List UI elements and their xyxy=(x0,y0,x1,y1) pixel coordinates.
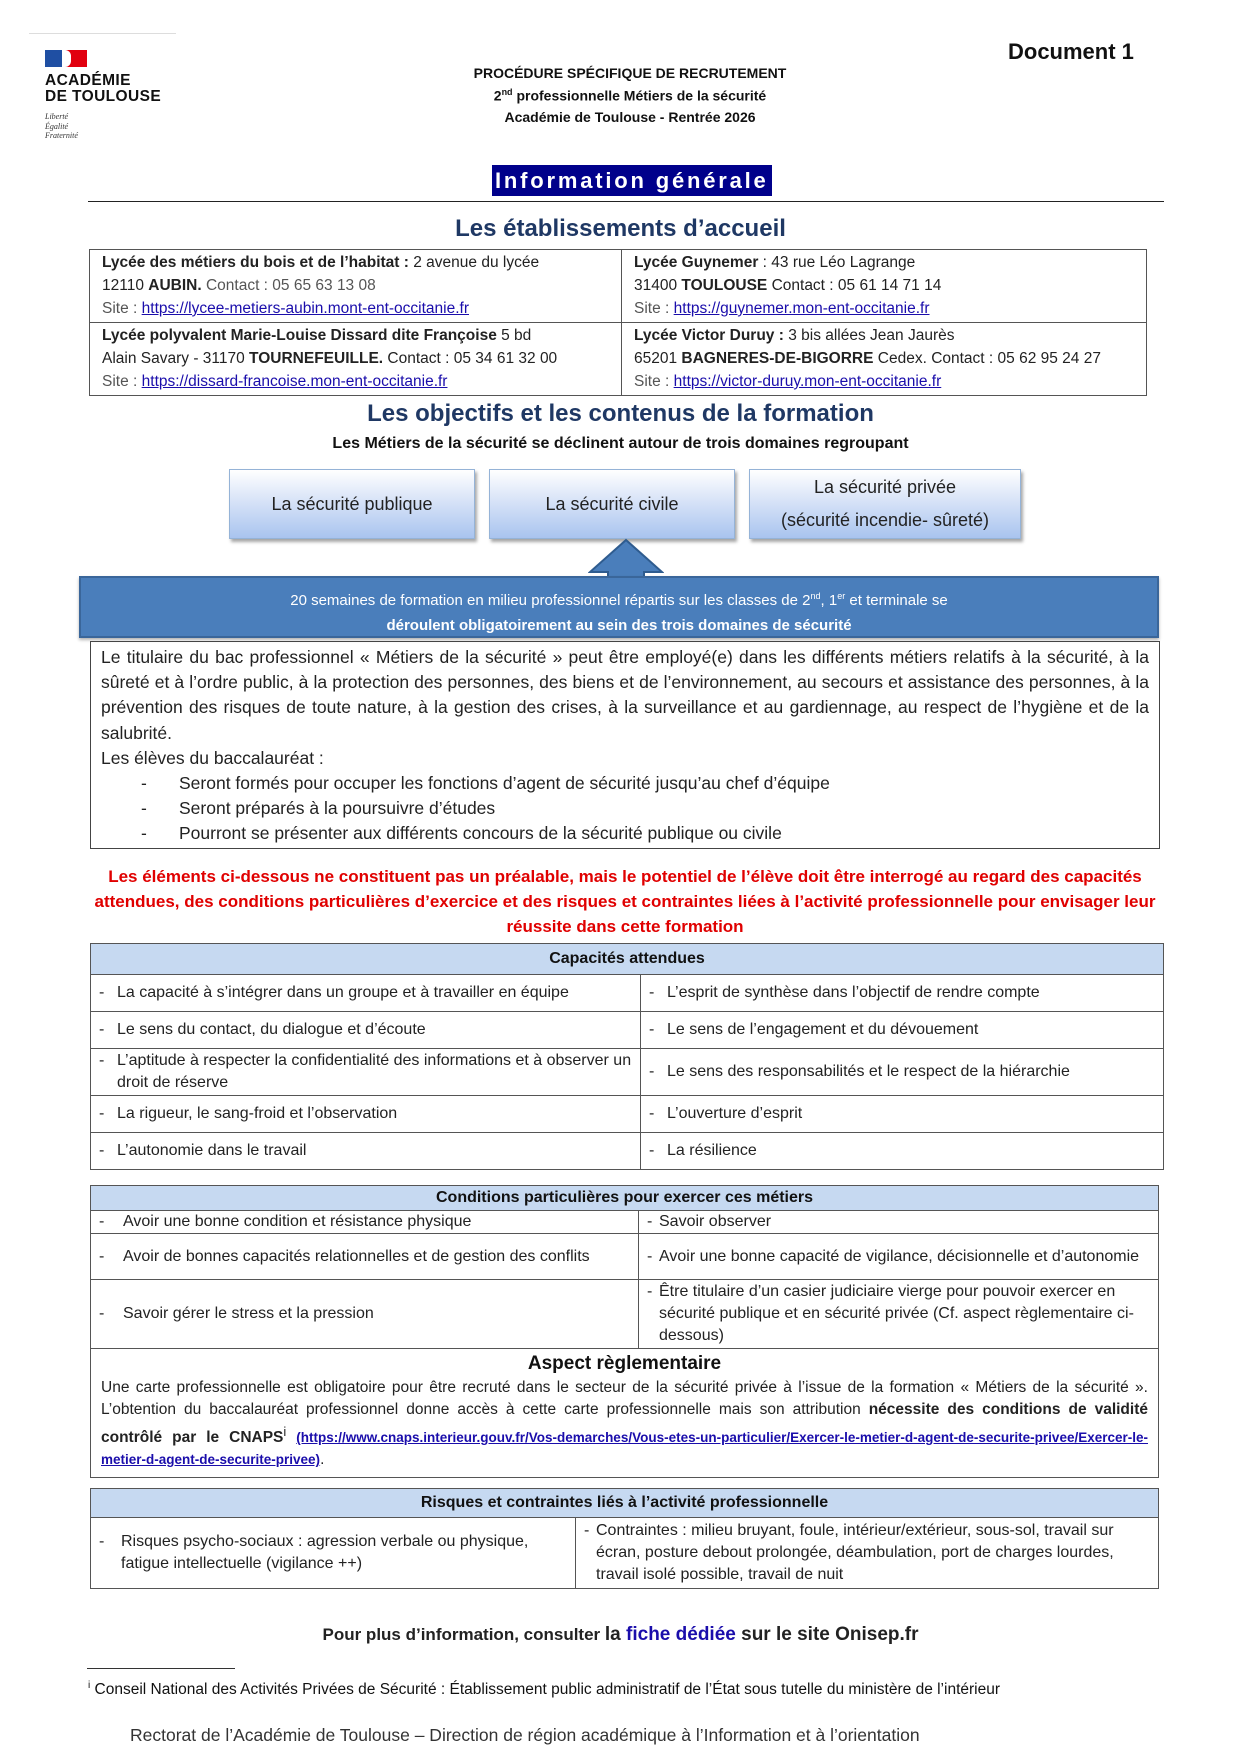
domain-label: La sécurité publique xyxy=(271,493,433,514)
internship-banner xyxy=(79,576,1159,638)
capacity-cell: - La rigueur, le sang-froid et l’observation xyxy=(91,1096,641,1133)
student-point: - Seront préparés à la poursuivre d’études xyxy=(101,796,1149,821)
risk-cell: - Risques psycho-sociaux : agression verbale ou physique, fatigue intellectuelle (vigilance ++) xyxy=(91,1518,576,1589)
establishment-name: Lycée des métiers du bois et de l’habitat : xyxy=(102,254,409,271)
constraint-text: Contraintes : milieu bruyant, foule, intérieur/extérieur, sous-sol, travail sur écran, posture debout prolongée, déambulation, port de charges lourdes, travail isolé possible, travail de nuit xyxy=(596,1522,1114,1583)
condition-cell: - Être titulaire d’un casier judiciaire vierge pour pouvoir exercer en sécurité publique et en sécurité privée (Cf. aspect règlementaire ci-dessous) xyxy=(639,1280,1159,1349)
domain-box-private xyxy=(749,469,1021,539)
capacity-text: Le sens de l’engagement et du dévouement xyxy=(667,1021,979,1038)
republic-flag-icon xyxy=(45,50,87,67)
page-footer: Rectorat de l’Académie de Toulouse – Direction de région académique à l’Information et à l’orientation xyxy=(130,1725,920,1745)
establishment-city: BAGNERES-DE-BIGORRE xyxy=(681,350,874,367)
establishment-address: : 43 rue Léo Lagrange xyxy=(758,254,916,271)
student-point-text: Seront formés pour occuper les fonctions d’agent de sécurité jusqu’au chef d’équipe xyxy=(179,773,830,794)
establishment-cell xyxy=(90,323,622,396)
footnote-text: Conseil National des Activités Privées de Sécurité : Établissement public administratif de l’État sous tutelle du ministère de l’intérieur xyxy=(90,1681,1001,1699)
establishment-contact: Contact : 05 61 14 71 14 xyxy=(767,277,942,294)
training-description-box xyxy=(90,641,1160,849)
establishment-postcode: Alain Savary - 31170 xyxy=(102,350,250,367)
condition-text: Être titulaire d’un casier judiciaire vierge pour pouvoir exercer en sécurité publique et en sécurité privée (Cf. aspect règlementaire ci-dessous) xyxy=(659,1283,1134,1344)
risks-table xyxy=(90,1488,1159,1589)
training-title: Les objectifs et les contenus de la formation xyxy=(367,400,874,427)
regulatory-aspect-title: Aspect règlementaire xyxy=(527,1353,722,1374)
capacity-cell: - L’ouverture d’esprit xyxy=(641,1096,1164,1133)
domain-box-public xyxy=(229,469,475,539)
condition-text: Savoir gérer le stress et la pression xyxy=(123,1305,374,1322)
domain-box-civil xyxy=(489,469,735,539)
regulatory-aspect-text xyxy=(91,1375,1158,1477)
condition-text: Avoir une bonne condition et résistance physique xyxy=(123,1213,472,1230)
site-label: Site : xyxy=(102,373,142,390)
establishment-postcode: 12110 xyxy=(102,277,149,294)
capacity-text: Le sens du contact, du dialogue et d’écoute xyxy=(117,1021,426,1038)
student-point: - Seront formés pour occuper les fonctions d’agent de sécurité jusqu’au chef d’équipe xyxy=(101,771,1149,796)
motto-egalite: Égalité xyxy=(45,121,69,131)
capacity-text: L’esprit de synthèse dans l’objectif de rendre compte xyxy=(667,984,1040,1001)
establishment-site-link[interactable]: https://guynemer.mon-ent-occitanie.fr xyxy=(673,300,930,317)
more-info-line xyxy=(0,1624,1241,1646)
academy-logo-text xyxy=(45,73,161,105)
establishments-table xyxy=(89,249,1147,396)
capacity-text: Le sens des responsabilités et le respect de la hiérarchie xyxy=(667,1063,1070,1080)
more-info-text: sur le site Onisep.fr xyxy=(735,1624,919,1645)
banner-text: 20 semaines de formation en milieu professionnel répartis sur les classes de 2 xyxy=(290,592,811,609)
motto-fraternite: Fraternité xyxy=(45,131,78,140)
condition-cell: - Avoir une bonne condition et résistance physique xyxy=(91,1211,639,1234)
capacity-text: L’autonomie dans le travail xyxy=(117,1142,307,1159)
risk-text: Risques psycho-sociaux : agression verbale ou physique, fatigue intellectuelle (vigilance ++) xyxy=(121,1533,529,1572)
establishment-site-link[interactable]: https://lycee-metiers-aubin.mont-ent-occitanie.fr xyxy=(141,300,469,317)
condition-cell: - Savoir observer xyxy=(639,1211,1159,1234)
establishment-postcode: 65201 xyxy=(634,350,682,367)
student-point: - Pourront se présenter aux différents concours de la sécurité publique ou civile xyxy=(101,821,1149,846)
establishment-city: TOURNEFEUILLE. xyxy=(249,350,384,367)
more-info-text: la xyxy=(604,1624,627,1645)
footnote xyxy=(88,1680,1000,1699)
regulatory-aspect-cell xyxy=(91,1349,1159,1478)
more-info-text: Pour plus d’information, consulter xyxy=(322,1625,605,1644)
logo-line-2: DE TOULOUSE xyxy=(45,88,162,105)
grade-suffix: nd xyxy=(501,87,513,97)
capacity-text: La capacité à s’intégrer dans un groupe et à travailler en équipe xyxy=(117,984,569,1001)
risks-header: Risques et contraintes liés à l’activité professionnelle xyxy=(91,1489,1159,1518)
establishment-contact: Contact : 05 65 63 13 08 xyxy=(201,277,376,294)
establishment-contact: Contact : 05 34 61 32 00 xyxy=(383,350,558,367)
condition-text: Avoir une bonne capacité de vigilance, décisionnelle et d’autonomie xyxy=(659,1247,1140,1265)
capacity-text: La résilience xyxy=(667,1142,757,1159)
procedure-session: Académie de Toulouse - Rentrée 2026 xyxy=(504,109,756,125)
header-rule xyxy=(88,201,1164,202)
establishments-title: Les établissements d’accueil xyxy=(455,215,786,242)
establishment-city: AUBIN. xyxy=(148,277,202,294)
banner-emphasis: déroulent obligatoirement au sein des trois domaines de sécurité xyxy=(386,617,852,634)
conditions-table xyxy=(90,1185,1159,1478)
capacity-cell: - La résilience xyxy=(641,1133,1164,1170)
banner-text: et terminale se xyxy=(845,592,948,609)
capacity-text: L’aptitude à respecter la confidentialité des informations et à observer un droit de réserve xyxy=(117,1052,632,1091)
establishment-postcode: 31400 xyxy=(634,277,682,294)
establishment-site-link[interactable]: https://victor-duruy.mon-ent-occitanie.fr xyxy=(673,373,942,390)
student-point-text: Seront préparés à la poursuivre d’études xyxy=(179,798,496,819)
site-label: Site : xyxy=(634,300,674,317)
republic-motto xyxy=(45,112,78,141)
capacity-cell: - Le sens de l’engagement et du dévouement xyxy=(641,1012,1164,1049)
banner-sup: nd xyxy=(810,591,821,601)
capacities-header: Capacités attendues xyxy=(91,944,1164,975)
domain-sublabel: (sécurité incendie- sûreté) xyxy=(780,510,990,530)
aspect-end: . xyxy=(320,1451,325,1469)
procedure-subtitle xyxy=(330,87,930,104)
aspect-text: Une carte professionnelle est obligatoire pour être recruté dans le secteur de la sécurité privée à l’issue de la formation « Métiers de la sécurité ». L’obtention du baccalauréat professionnel donne accès à cette carte professionnelle mais son attribution xyxy=(101,1379,1148,1418)
footnote-marker: i xyxy=(88,1680,91,1691)
establishment-address: 2 avenue du lycée xyxy=(408,254,540,271)
logo-divider xyxy=(29,33,176,34)
condition-cell: - Avoir une bonne capacité de vigilance, décisionnelle et d’autonomie xyxy=(639,1234,1159,1280)
student-point-text: Pourront se présenter aux différents concours de la sécurité publique ou civile xyxy=(179,823,782,844)
document-number: Document 1 xyxy=(1008,39,1134,64)
establishment-name: Lycée Victor Duruy : xyxy=(634,327,784,344)
capacities-table xyxy=(90,943,1164,1170)
condition-text: Savoir observer xyxy=(659,1213,772,1230)
site-label: Site : xyxy=(102,300,142,317)
establishment-cell xyxy=(622,323,1147,396)
motto-liberte: Liberté xyxy=(45,112,69,121)
establishment-cell xyxy=(90,250,622,323)
grade-number: 2 xyxy=(493,87,502,104)
capacity-cell: - L’autonomie dans le travail xyxy=(91,1133,641,1170)
capacity-cell: - L’esprit de synthèse dans l’objectif de rendre compte xyxy=(641,975,1164,1012)
capacity-text: La rigueur, le sang-froid et l’observation xyxy=(117,1105,398,1122)
site-label: Site : xyxy=(634,373,674,390)
training-subtitle: Les Métiers de la sécurité se déclinent autour de trois domaines regroupant xyxy=(332,435,909,452)
capacity-cell: - Le sens des responsabilités et le respect de la hiérarchie xyxy=(641,1049,1164,1096)
banner-sup: er xyxy=(837,591,846,601)
conditions-header: Conditions particulières pour exercer ces métiers xyxy=(91,1186,1159,1211)
condition-cell: - Savoir gérer le stress et la pression xyxy=(91,1280,639,1349)
capacity-cell: - La capacité à s’intégrer dans un groupe et à travailler en équipe xyxy=(91,975,641,1012)
domain-label: La sécurité privée xyxy=(813,477,957,497)
onisep-fiche-link[interactable]: fiche dédiée xyxy=(626,1624,736,1645)
students-intro: Les élèves du baccalauréat : xyxy=(101,747,324,768)
information-badge: Information générale xyxy=(492,165,772,196)
condition-text: Avoir de bonnes capacités relationnelles et de gestion des conflits xyxy=(123,1247,590,1265)
domain-label: La sécurité civile xyxy=(545,493,679,514)
capacity-cell: - L’aptitude à respecter la confidentialité des informations et à observer un droit de réserve xyxy=(91,1049,641,1096)
establishment-address: 5 bd xyxy=(496,327,532,344)
logo-line-1: ACADÉMIE xyxy=(45,72,131,89)
banner-text: , 1 xyxy=(820,592,838,609)
cnaps-link[interactable]: (https://www.cnaps.interieur.gouv.fr/Vos-demarches/Vous-etes-un-particulier/Exercer-le-metier-d-agent-de-securite-privee/Exercer-le-metier-d-agent-de-securite-privee) xyxy=(101,1430,1148,1468)
establishment-site-link[interactable]: https://dissard-francoise.mon-ent-occitanie.fr xyxy=(141,373,448,390)
procedure-title: PROCÉDURE SPÉCIFIQUE DE RECRUTEMENT xyxy=(473,65,787,81)
warning-note: Les éléments ci-dessous ne constituent pas un préalable, mais le potentiel de l’élève doit être interrogé au regard des capacités attendues, des conditions particulières d’exercice et des risques et contraintes liées à l’activité professionnelle pour envisager leur réussite dans cette formation xyxy=(94,867,1156,936)
aspect-emphasis: nécessite des conditions de validité contrôlé par le CNAPS xyxy=(101,1401,1148,1447)
establishment-city: TOULOUSE xyxy=(681,277,768,294)
establishment-name: Lycée polyvalent Marie-Louise Dissard dite Françoise xyxy=(102,327,497,344)
establishment-address: 3 bis allées Jean Jaurès xyxy=(783,327,955,344)
program-name: professionnelle Métiers de la sécurité xyxy=(512,87,767,104)
footnote-marker: i xyxy=(283,1424,287,1439)
establishment-cell xyxy=(622,250,1147,323)
capacity-text: L’ouverture d’esprit xyxy=(667,1105,803,1122)
condition-cell: - Avoir de bonnes capacités relationnelles et de gestion des conflits xyxy=(91,1234,639,1280)
capacity-cell: - Le sens du contact, du dialogue et d’écoute xyxy=(91,1012,641,1049)
training-description: Le titulaire du bac professionnel « Métiers de la sécurité » peut être employé(e) dans les différents métiers relatifs à la sécurité, à la sûreté et à l’ordre public, à la protection des personnes, des biens et de l’environnement, au secours et assistance des personnes, à la prévention des risques de toute nature, à la gestion des crises, à la surveillance et au gardiennage, au respect de l’hygiène et de la salubrité. xyxy=(101,647,1149,743)
constraint-cell: - Contraintes : milieu bruyant, foule, intérieur/extérieur, sous-sol, travail sur écran, posture debout prolongée, déambulation, port de charges lourdes, travail isolé possible, travail de nuit xyxy=(576,1518,1159,1589)
establishment-name: Lycée Guynemer xyxy=(634,254,759,271)
establishment-contact: Cedex. Contact : 05 62 95 24 27 xyxy=(873,350,1101,367)
footnote-divider xyxy=(87,1668,235,1669)
